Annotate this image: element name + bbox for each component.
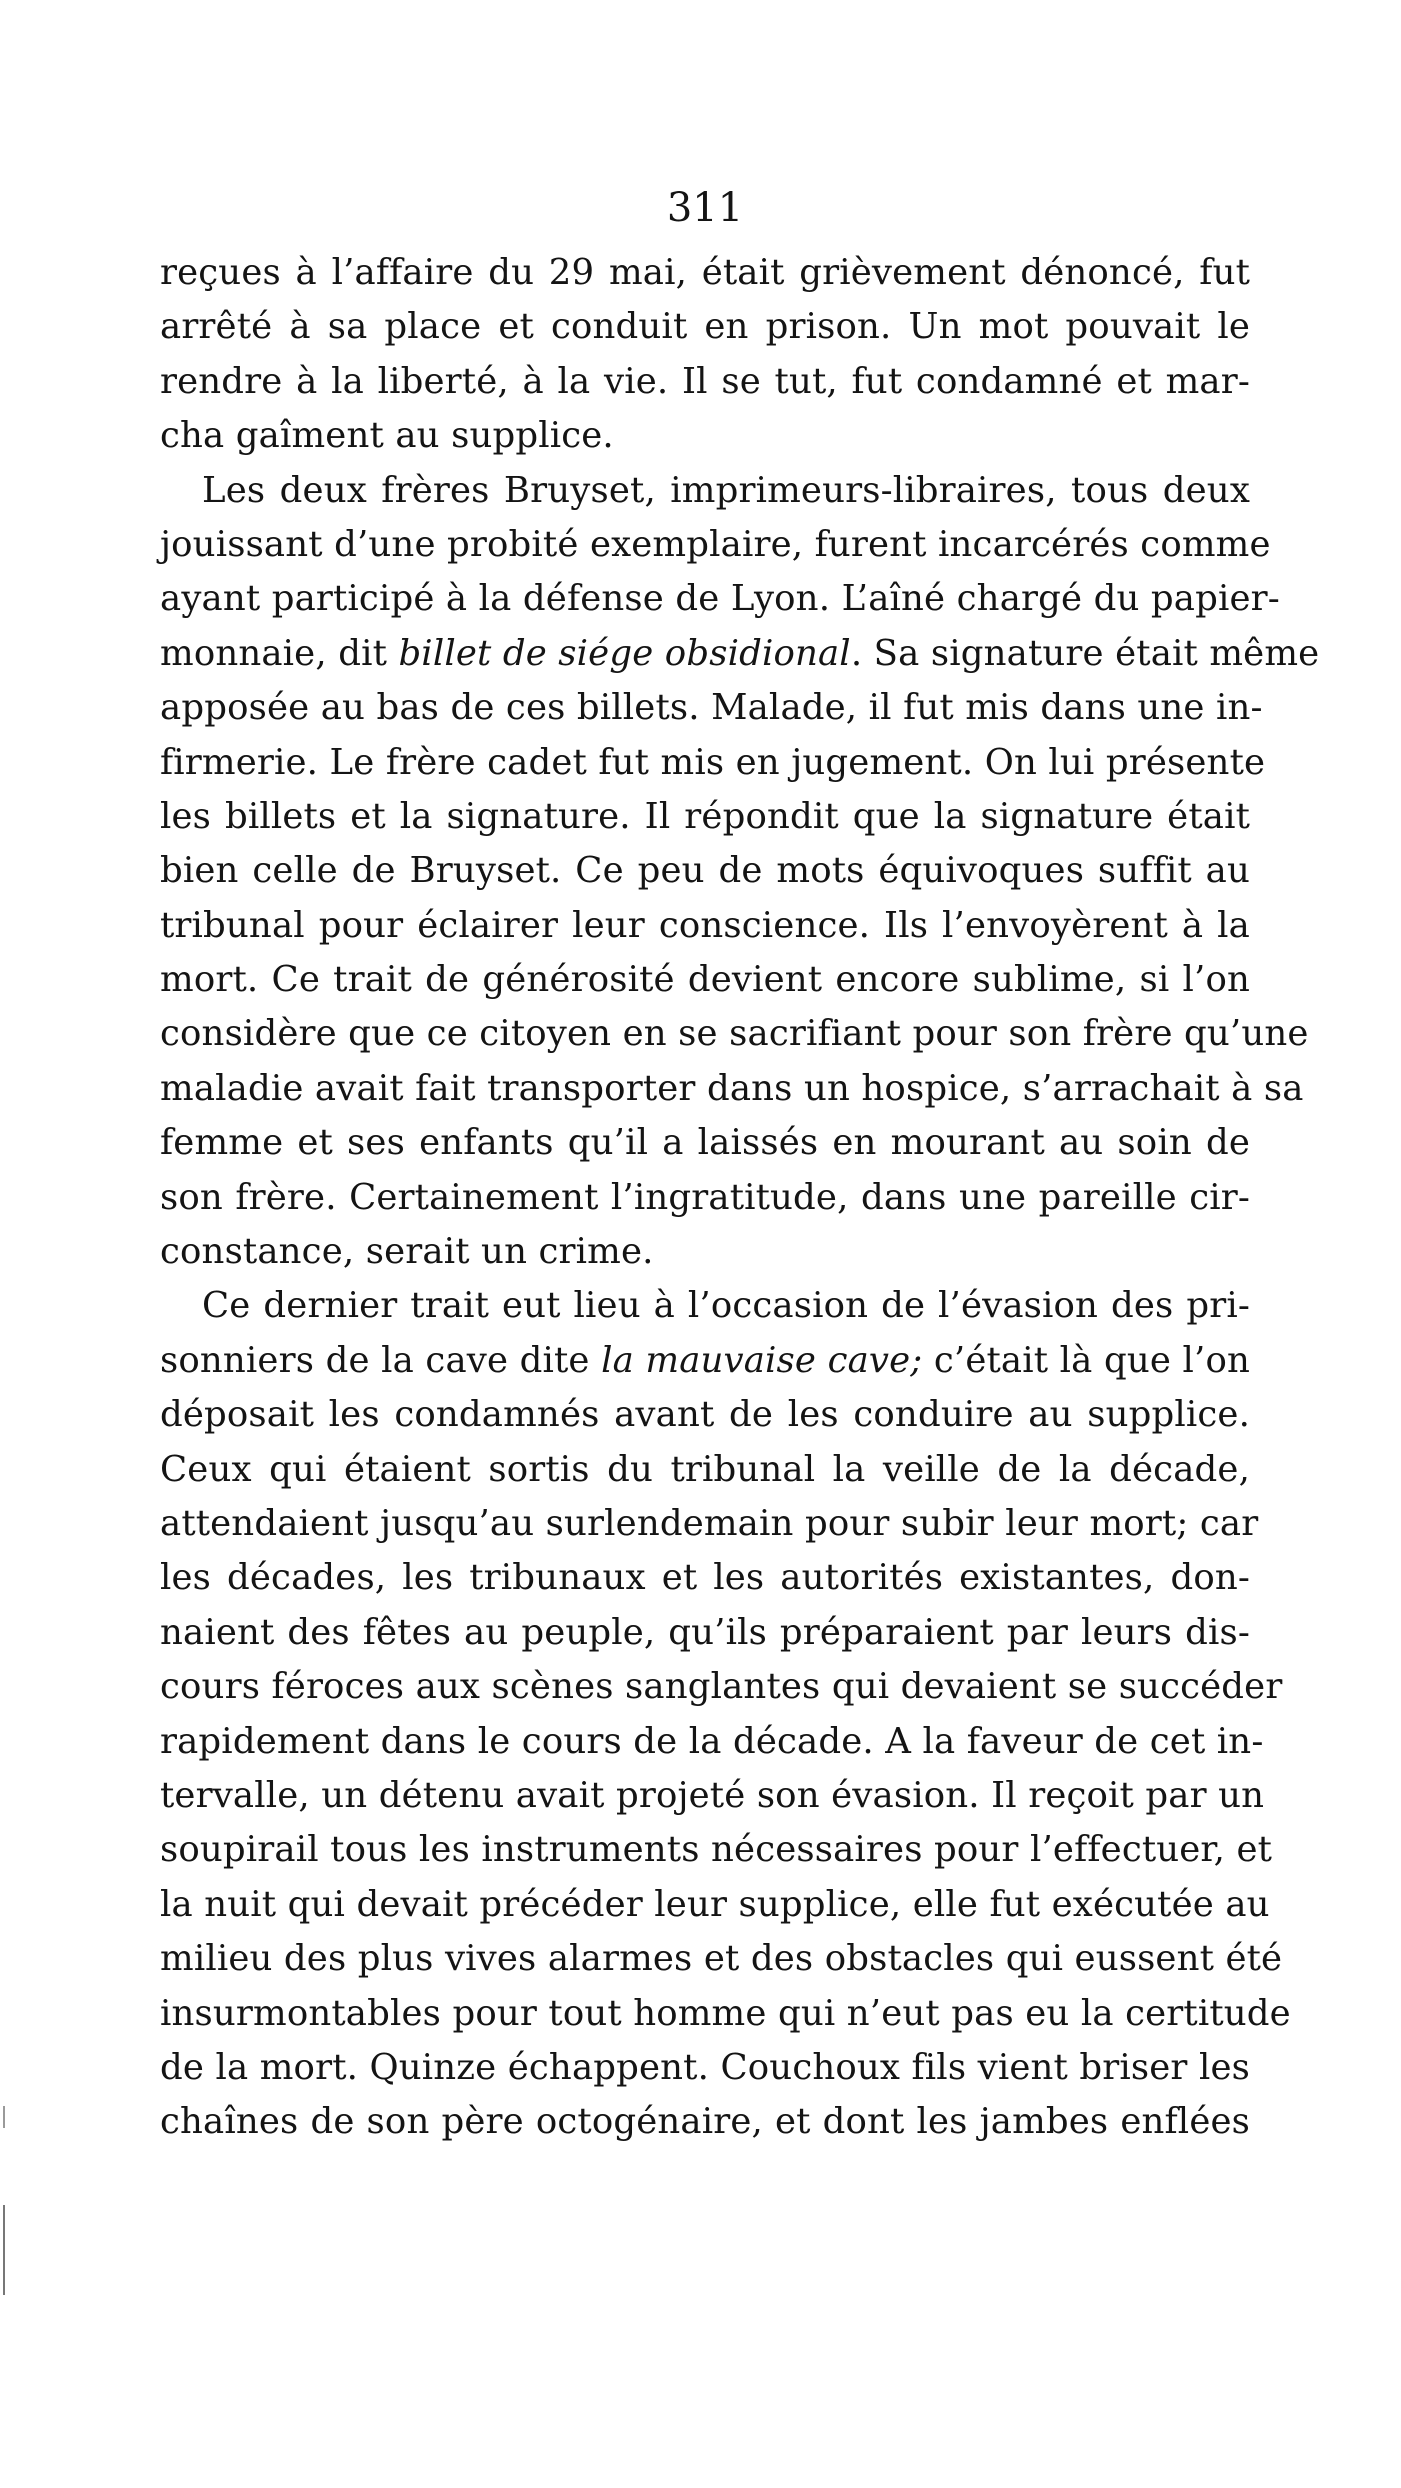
text-line: soupirail tous les instruments nécessaires pour l’effectuer, et: [160, 1829, 1273, 1871]
text-line: maladie avait fait transporter dans un hospice, s’arrachait à sa: [160, 1067, 1304, 1109]
text-line: son frère. Certainement l’ingratitude, dans une pareille cir-: [160, 1176, 1250, 1218]
text-line: cours féroces aux scènes sanglantes qui devaient se succéder: [160, 1666, 1283, 1708]
scan-margin-mark: [3, 2205, 5, 2295]
text-line: tervalle, un détenu avait projeté son évasion. Il reçoit par un: [160, 1774, 1265, 1816]
italic-phrase: la mauvaise cave;: [601, 1339, 923, 1381]
text-line: ayant participé à la défense de Lyon. L’aîné chargé du papier-: [160, 578, 1280, 620]
text-line: cha gaîment au supplice.: [160, 415, 614, 457]
text-line: milieu des plus vives alarmes et des obstacles qui eussent été: [160, 1938, 1283, 1980]
text-line: déposait les condamnés avant de les conduire au supplice.: [160, 1394, 1250, 1436]
text-line: rapidement dans le cours de la décade. A la faveur de cet in-: [160, 1720, 1264, 1762]
text-segment: . Sa signature était même: [850, 632, 1320, 674]
text-line: constance, serait un crime.: [160, 1231, 654, 1273]
text-line: rendre à la liberté, à la vie. Il se tut, fut condamné et mar-: [160, 360, 1250, 402]
text-line: firmerie. Le frère cadet fut mis en jugement. On lui présente: [160, 741, 1266, 783]
text-line: mort. Ce trait de générosité devient encore sublime, si l’on: [160, 959, 1250, 1001]
text-line: femme et ses enfants qu’il a laissés en mourant au soin de: [160, 1122, 1250, 1164]
text-line-with-italic: [160, 1334, 1250, 1388]
text-line: apposée au bas de ces billets. Malade, il fut mis dans une in-: [160, 687, 1263, 729]
text-segment: sonniers de la cave dite: [160, 1339, 602, 1381]
text-segment: monnaie, dit: [160, 632, 399, 674]
text-line: insurmontables pour tout homme qui n’eut pas eu la certitude: [160, 1992, 1291, 2034]
text-line: tribunal pour éclairer leur conscience. Ils l’envoyèrent à la: [160, 904, 1250, 946]
text-line: arrêté à sa place et conduit en prison. Un mot pouvait le: [160, 306, 1250, 348]
italic-phrase: billet de siége obsidional: [398, 632, 851, 674]
page-number: 311: [666, 185, 744, 231]
text-line: chaînes de son père octogénaire, et dont les jambes enflées: [160, 2101, 1250, 2143]
text-line-with-italic: [160, 627, 1320, 681]
body-text: [160, 246, 1320, 2150]
text-line: bien celle de Bruyset. Ce peu de mots équivoques suffit au: [160, 850, 1250, 892]
scan-margin-mark: [3, 2106, 5, 2128]
paragraph-start-line: Les deux frères Bruyset, imprimeurs-libraires, tous deux: [202, 469, 1250, 511]
text-line: naient des fêtes au peuple, qu’ils préparaient par leurs dis-: [160, 1611, 1250, 1653]
text-line: de la mort. Quinze échappent. Couchoux fils vient briser les: [160, 2046, 1250, 2088]
text-line: les billets et la signature. Il répondit que la signature était: [160, 795, 1250, 837]
text-line: la nuit qui devait précéder leur supplice, elle fut exécutée au: [160, 1883, 1270, 1925]
text-segment: c’était là que l’on: [922, 1339, 1250, 1381]
text-line: attendaient jusqu’au surlendemain pour subir leur mort; car: [160, 1502, 1259, 1544]
paragraph-start-line: Ce dernier trait eut lieu à l’occasion de l’évasion des pri-: [202, 1285, 1250, 1327]
text-line: les décades, les tribunaux et les autorités existantes, don-: [160, 1557, 1250, 1599]
text-line: considère que ce citoyen en se sacrifiant pour son frère qu’une: [160, 1013, 1309, 1055]
text-line: jouissant d’une probité exemplaire, furent incarcérés comme: [160, 523, 1271, 565]
text-line: reçues à l’affaire du 29 mai, était grièvement dénoncé, fut: [160, 252, 1250, 293]
text-line: Ceux qui étaient sortis du tribunal la veille de la décade,: [160, 1448, 1250, 1490]
